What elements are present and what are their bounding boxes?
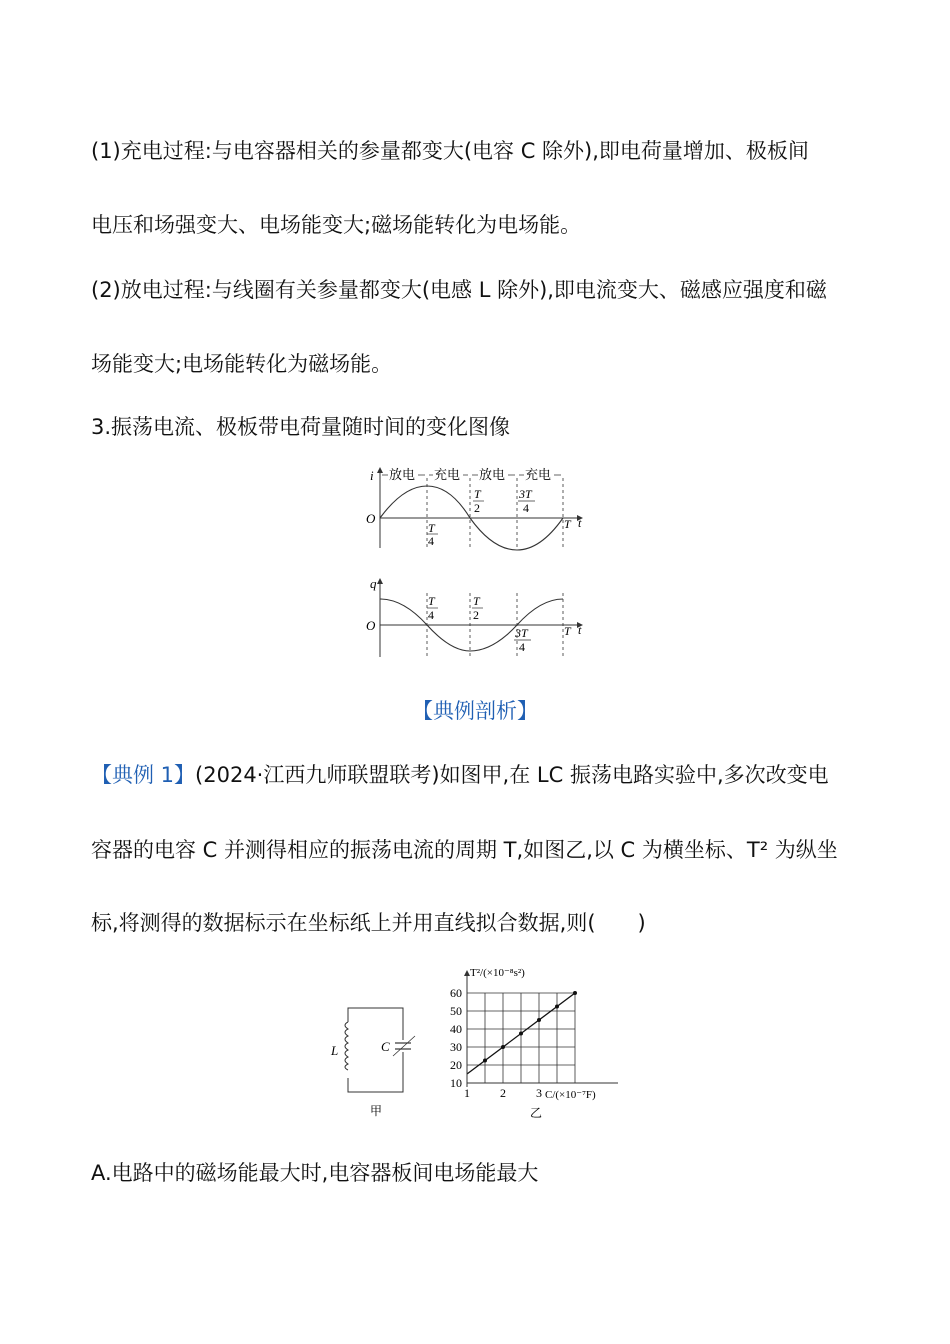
y-tick-label: 60 [450, 986, 462, 1000]
tick-t2-den: 2 [473, 608, 479, 622]
phase-label-1: 放电 [389, 468, 416, 483]
x-tick-label: 3 [536, 1086, 542, 1100]
data-point [501, 1045, 505, 1049]
data-point [537, 1018, 541, 1022]
y-tick-label: 10 [450, 1076, 462, 1090]
tick-t2-num: T [474, 487, 481, 501]
tick-3t4-num: 3T [515, 626, 528, 640]
data-point [555, 1005, 559, 1009]
chart-xlabel: C/(×10⁻⁷F) [545, 1089, 596, 1101]
period-capacitance-chart [440, 960, 630, 1125]
tick-t4-num: T [428, 594, 435, 608]
example-line-1 [91, 760, 829, 790]
paragraph-1-line-2: 电压和场强变大、电场能变大;磁场能转化为电场能。 [91, 213, 582, 237]
section-heading: 【典例剖析】 [412, 699, 538, 723]
example-line-3: 标,将测得的数据标示在坐标纸上并用直线拟合数据,则( ) [91, 911, 646, 935]
lc-circuit-figure [325, 1000, 425, 1125]
tick-3t4-den: 4 [523, 501, 529, 515]
x-axis-label: t [578, 623, 582, 637]
chart-caption: 乙 [530, 1106, 543, 1120]
y-tick-label: 40 [450, 1022, 462, 1036]
chart-ylabel: T²/(×10⁻⁸s²) [470, 967, 525, 979]
origin-label: O [366, 511, 376, 526]
tick-3t4-den: 4 [519, 640, 525, 654]
y-tick-label: 20 [450, 1058, 462, 1072]
paragraph-2-line-1: (2)放电过程:与线圈有关参量都变大(电感 L 除外),即电流变大、磁感应强度和磁 [91, 278, 827, 302]
x-tick-label: 2 [500, 1086, 506, 1100]
example-tag: 【典例 1】 [91, 763, 196, 787]
y-axis-label: q [370, 576, 377, 591]
paragraph-3: 3.振荡电流、极板带电荷量随时间的变化图像 [91, 415, 511, 439]
tick-t4-den: 4 [428, 608, 434, 622]
data-point [483, 1059, 487, 1063]
phase-label-3: 放电 [479, 468, 506, 483]
current-time-graph [360, 460, 600, 560]
phase-label-2: 充电 [434, 468, 461, 483]
origin-label: O [366, 618, 376, 633]
y-axis-label: i [370, 468, 374, 483]
example-source: (2024·江西九师联盟联考) [195, 763, 440, 787]
example-line-1-text: 如图甲,在 LC 振荡电路实验中,多次改变电 [439, 763, 829, 787]
inductor-label: L [331, 1043, 339, 1058]
example-line-2: 容器的电容 C 并测得相应的振荡电流的周期 T,如图乙,以 C 为横坐标、T² 为纵坐 [91, 838, 838, 862]
phase-label-4: 充电 [525, 468, 552, 483]
capacitor-label: C [381, 1039, 390, 1054]
y-tick-label: 30 [450, 1040, 462, 1054]
tick-t: T [564, 624, 571, 638]
circuit-caption: 甲 [370, 1104, 383, 1118]
option-a: A.电路中的磁场能最大时,电容器板间电场能最大 [91, 1161, 539, 1185]
data-point [573, 991, 577, 995]
tick-3t4-num: 3T [519, 487, 532, 501]
tick-t2-num: T [473, 594, 480, 608]
data-point [519, 1032, 523, 1036]
tick-t4-num: T [428, 521, 435, 535]
x-axis-label: t [578, 516, 582, 530]
tick-t: T [564, 517, 571, 531]
x-tick-label: 1 [464, 1086, 470, 1100]
paragraph-1-line-1: (1)充电过程:与电容器相关的参量都变大(电容 C 除外),即电荷量增加、极板间 [91, 139, 809, 163]
charge-time-graph [360, 575, 600, 660]
y-tick-label: 50 [450, 1004, 462, 1018]
tick-t4-den: 4 [428, 534, 434, 548]
tick-t2-den: 2 [474, 501, 480, 515]
paragraph-2-line-2: 场能变大;电场能转化为磁场能。 [91, 352, 393, 376]
